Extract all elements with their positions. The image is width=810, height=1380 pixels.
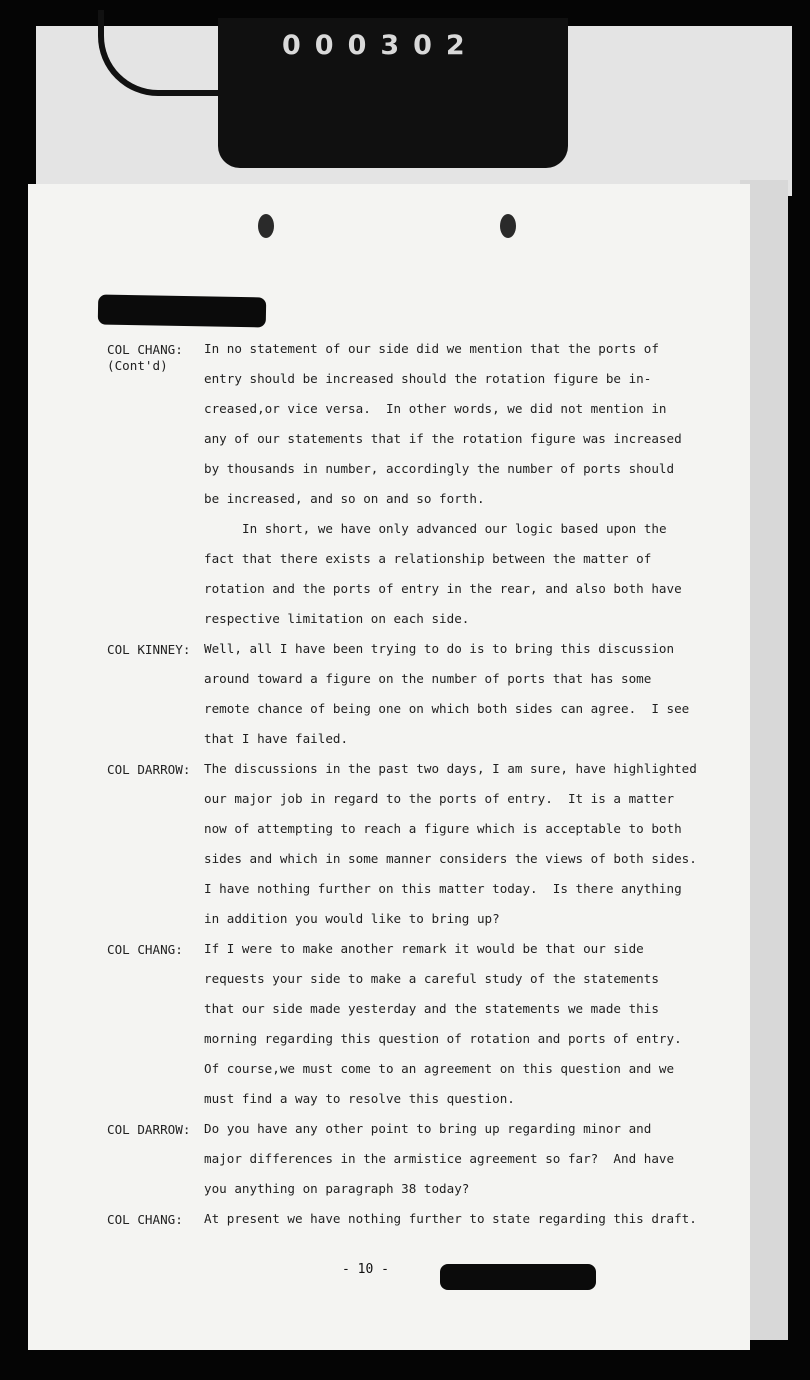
text-line: morning regarding this question of rotation and ports of entry.	[204, 1031, 682, 1046]
text-line: now of attempting to reach a figure which is acceptable to both	[204, 821, 682, 836]
text-line: Of course,we must come to an agreement on this question and we	[204, 1061, 675, 1076]
text-line: entry should be increased should the rotation figure be in-	[204, 371, 652, 386]
text-line: that our side made yesterday and the statements we made this	[204, 1001, 659, 1016]
punch-hole-right	[500, 214, 516, 238]
speaker-col-kinney: COL KINNEY:	[107, 642, 191, 657]
text-line: be increased, and so on and so forth.	[204, 491, 485, 506]
text-line: At present we have nothing further to state regarding this draft.	[204, 1211, 697, 1226]
speaker-col-darrow: COL DARROW:	[107, 1122, 191, 1137]
text-line: any of our statements that if the rotation figure was increased	[204, 431, 682, 446]
text-line: The discussions in the past two days, I am sure, have highlighted	[204, 761, 697, 776]
speaker-col-chang: COL CHANG:	[107, 342, 183, 357]
text-line: In no statement of our side did we mention that the ports of	[204, 341, 659, 356]
speaker-continued: (Cont'd)	[107, 358, 168, 373]
text-line: I have nothing further on this matter today. Is there anything	[204, 881, 682, 896]
speaker-col-darrow: COL DARROW:	[107, 762, 191, 777]
text-line: by thousands in number, accordingly the number of ports should	[204, 461, 675, 476]
text-line: If I were to make another remark it would be that our side	[204, 941, 644, 956]
punch-hole-left	[258, 214, 274, 238]
redaction-footer	[440, 1264, 596, 1290]
text-line: requests your side to make a careful study of the statements	[204, 971, 659, 986]
page-number: - 10 -	[342, 1262, 389, 1277]
text-line: must find a way to resolve this question.	[204, 1091, 515, 1106]
text-line: Well, all I have been trying to do is to bring this discussion	[204, 641, 675, 656]
text-line: remote chance of being one on which both sides can agree. I see	[204, 701, 690, 716]
text-line: major differences in the armistice agreement so far? And have	[204, 1151, 675, 1166]
text-line: sides and which in some manner considers the views of both sides.	[204, 851, 697, 866]
text-line: that I have failed.	[204, 731, 349, 746]
text-line: In short, we have only advanced our logic based upon the	[242, 521, 667, 536]
text-line: in addition you would like to bring up?	[204, 911, 500, 926]
text-line: fact that there exists a relationship between the matter of	[204, 551, 652, 566]
speaker-col-chang: COL CHANG:	[107, 1212, 183, 1227]
text-line: you anything on paragraph 38 today?	[204, 1181, 470, 1196]
text-line: creased,or vice versa. In other words, we did not mention in	[204, 401, 667, 416]
text-line: around toward a figure on the number of ports that has some	[204, 671, 652, 686]
text-line: respective limitation on each side.	[204, 611, 470, 626]
redaction-header	[98, 295, 266, 328]
text-line: Do you have any other point to bring up regarding minor and	[204, 1121, 652, 1136]
page-counter-digits: 000302	[282, 30, 479, 61]
text-line: rotation and the ports of entry in the rear, and also both have	[204, 581, 682, 596]
text-line: our major job in regard to the ports of entry. It is a matter	[204, 791, 675, 806]
speaker-col-chang: COL CHANG:	[107, 942, 183, 957]
